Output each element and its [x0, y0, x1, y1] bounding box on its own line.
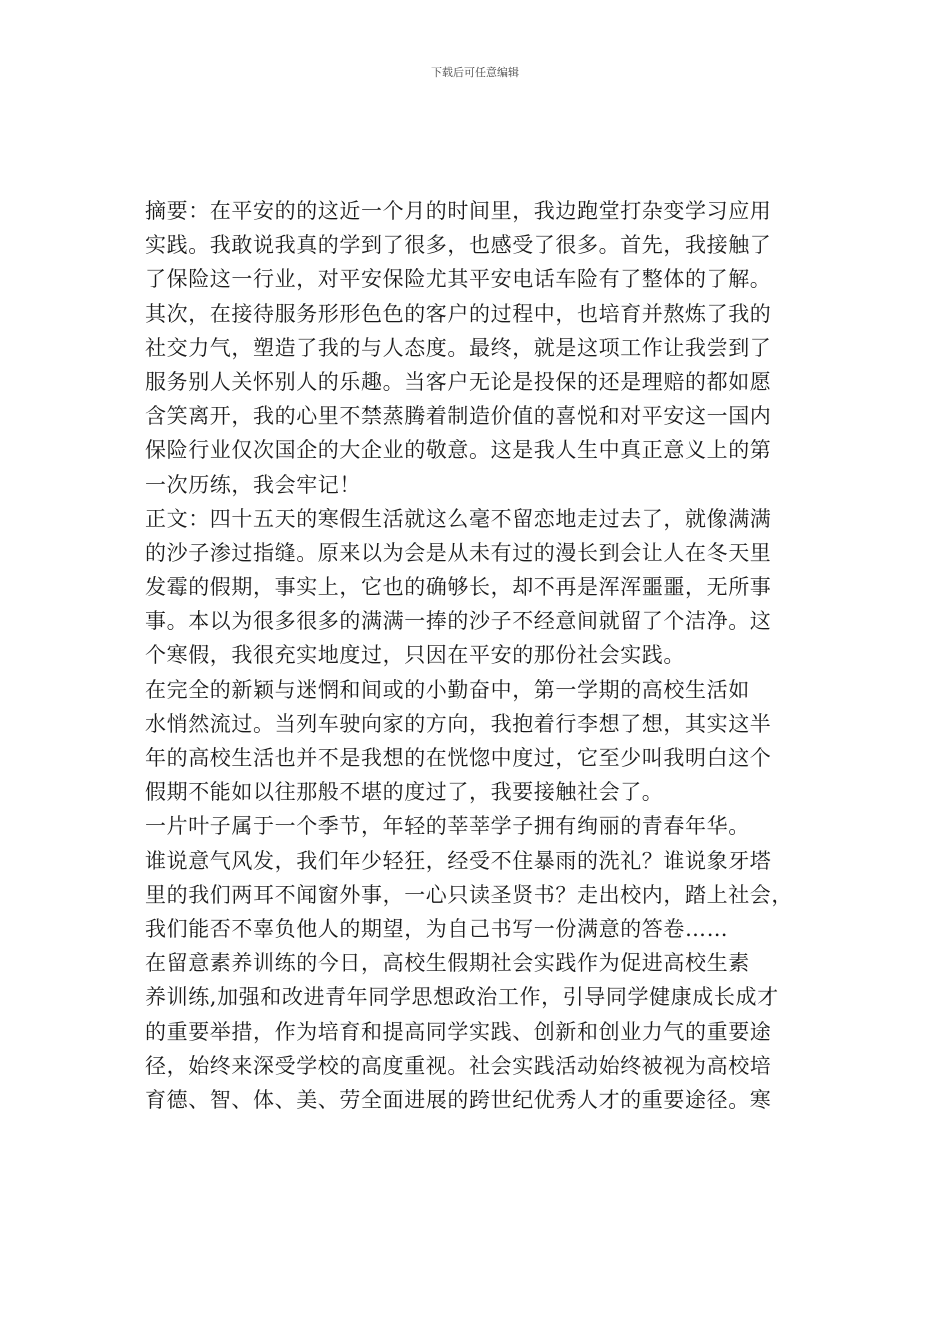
text-line: 服务别人关怀别人的乐趣。当客户无论是投保的还是理赔的都如愿 — [145, 369, 772, 394]
text-line: 的沙子渗过指缝。原来以为会是从未有过的漫长到会让人在冬天里 — [145, 540, 772, 565]
text-line: 育德、智、体、美、劳全面进展的跨世纪优秀人才的重要途径。寒 — [145, 1087, 772, 1112]
text-line: 含笑离开，我的心里不禁蒸腾着制造价值的喜悦和对平安这一国内 — [145, 404, 772, 429]
text-line: 水悄然流过。当列车驶向家的方向，我抱着行李想了想，其实这半 — [145, 711, 772, 736]
text-line: 摘要：在平安的的这近一个月的时间里，我边跑堂打杂变学习应用 — [145, 199, 772, 223]
text-line: 一片叶子属于一个季节，年轻的莘莘学子拥有绚丽的青春年华。 — [145, 814, 750, 839]
document-body — [145, 194, 817, 1117]
text-line: 社交力气，塑造了我的与人态度。最终，就是这项工作让我尝到了 — [145, 335, 772, 360]
text-line: 正文：四十五天的寒假生活就这么毫不留恋地走过去了，就像满满 — [145, 506, 772, 531]
text-line: 里的我们两耳不闻窗外事，一心只读圣贤书？走出校内，踏上社会， — [145, 882, 793, 907]
text-line: 养训练,加强和改进青年同学思想政治工作，引导同学健康成长成才 — [145, 985, 779, 1010]
text-line: 年的高校生活也并不是我想的在恍惚中度过，它至少叫我明白这个 — [145, 746, 772, 770]
text-line: 的重要举措，作为培育和提高同学实践、创新和创业力气的重要途 — [145, 1019, 772, 1044]
page-header: 下载后可任意编辑 — [431, 66, 519, 79]
text-line: 其次，在接待服务形形色色的客户的过程中，也培育并熬炼了我的 — [145, 301, 772, 326]
text-line: 在完全的新颖与迷惘和间或的小勤奋中，第一学期的高校生活如 — [145, 677, 750, 702]
text-line: 个寒假，我很充实地度过，只因在平安的那份社会实践。 — [145, 643, 685, 668]
text-line: 我们能否不辜负他人的期望，为自己书写一份满意的答卷…… — [145, 916, 729, 941]
text-line: 一次历练，我会牢记！ — [145, 472, 361, 497]
text-line: 径，始终来深受学校的高度重视。社会实践活动始终被视为高校培 — [145, 1053, 772, 1078]
text-line: 实践。我敢说我真的学到了很多，也感受了很多。首先，我接触了 — [145, 233, 772, 258]
text-line: 保险行业仅次国企的大企业的敬意。这是我人生中真正意义上的第 — [145, 438, 772, 463]
text-line: 在留意素养训练的今日，高校生假期社会实践作为促进高校生素 — [145, 951, 750, 976]
text-line: 了保险这一行业，对平安保险尤其平安电话车险有了整体的了解。 — [145, 267, 772, 292]
text-line: 发霉的假期，事实上，它也的确够长，却不再是浑浑噩噩，无所事 — [145, 575, 772, 600]
text-line: 假期不能如以往那般不堪的度过了，我要接触社会了。 — [145, 780, 664, 805]
text-line: 谁说意气风发，我们年少轻狂，经受不住暴雨的洗礼？谁说象牙塔 — [145, 848, 772, 873]
text-line: 事。本以为很多很多的满满一捧的沙子不经意间就留了个洁净。这 — [145, 609, 772, 634]
